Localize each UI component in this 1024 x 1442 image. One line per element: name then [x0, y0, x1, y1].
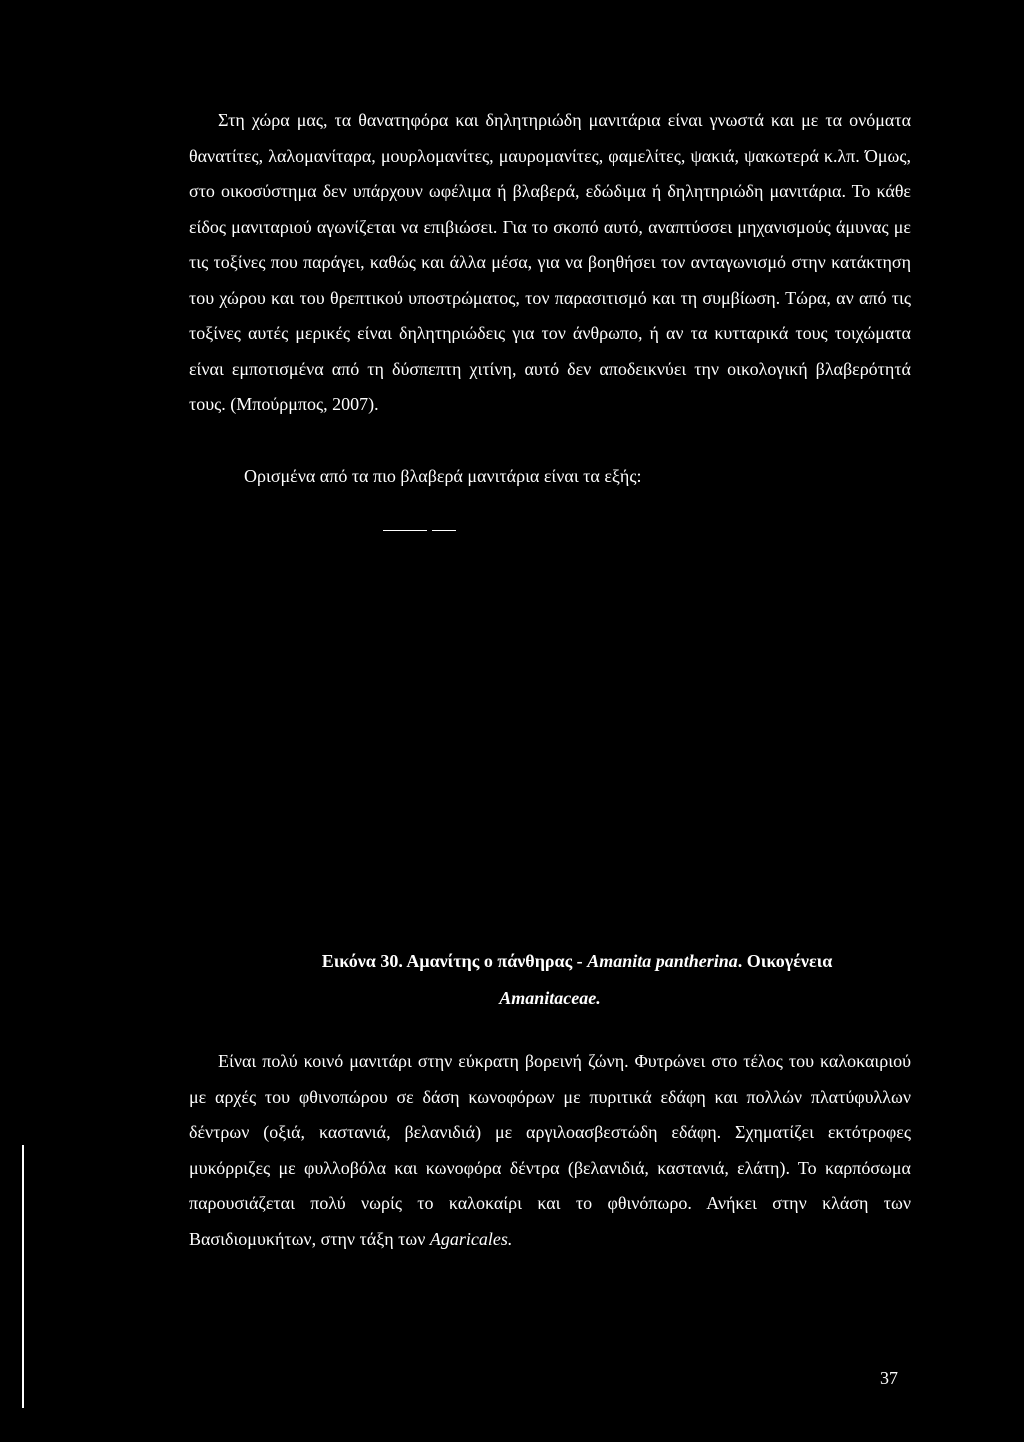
body-paragraph-1: Στη χώρα μας, τα θανατηφόρα και δηλητηριώδη μανιτάρια είναι γνωστά και με τα ονόματα θανατίτες, λαλομανίταρα, μουρλομανίτες, μαυρομανίτες, φαμελίτες, ψακιά, ψακωτερά κ.λπ. Όμως, στο οικοσύστημα δεν υπάρχουν ωφέλιμα ή βλαβερά, εδώδιμα ή δηλητηριώδη μανιτάρια. Το κάθε είδος μανιταριού αγωνίζεται να επιβιώσει. Για το σκοπό αυτό, αναπτύσσει μηχανισμούς άμυνας με τις τοξίνες που παράγει, καθώς και άλλα μέσα, για να βοηθήσει τον ανταγωνισμό στην κατάκτηση του χώρου και του θρεπτικού υποστρώματος, τον παρασιτισμό και τη συμβίωση. Τώρα, αν από τις τοξίνες αυτές μερικές είναι δηλητηριώδεις για τον άνθρωπο, ή αν τα κυτταρικά τους τοιχώματα είναι εμποτισμένα από τη δύσπεπτη χιτίνη, αυτό δεν αποδεικνύει την οικολογική βλαβερότητά τους. (Μπούρμπος, 2007). [189, 110, 911, 414]
separator-dash [383, 530, 427, 531]
body-paragraph-2 [189, 1044, 911, 1257]
list-intro-line: Ορισμένα από τα πιο βλαβερά μανιτάρια είναι τα εξής: [244, 466, 642, 486]
paragraph-2-text: Είναι πολύ κοινό μανιτάρι στην εύκρατη βορεινή ζώνη. Φυτρώνει στο τέλος του καλοκαιριού με αρχές του φθινοπώρου σε δάση κωνοφόρων με πυριτικά εδάφη και πολλών πλατύφυλλων δέντρων (οξιά, καστανιά, βελανιδιά) με αργιλοασβεστώδη εδάφη. Σχηματίζει εκτότροφες μυκόρριζες με φυλλοβόλα και κωνοφόρα δέντρα (βελανιδιά, καστανιά, ελάτη). Το καρπόσωμα παρουσιάζεται πολύ νωρίς το καλοκαίρι και το φθινόπωρο. Ανήκει στην κλάση των Βασιδιομυκήτων, στην τάξη των [189, 1051, 911, 1249]
caption-family: Amanitaceae. [499, 988, 601, 1008]
paragraph-2-order: Agaricales. [429, 1228, 513, 1249]
caption-label: Εικόνα 30. Αμανίτης ο πάνθηρας - [321, 951, 588, 971]
page-number: 37 [880, 1368, 898, 1388]
separator-dash-short [432, 530, 456, 531]
caption-line-1 [189, 943, 911, 980]
caption-family-label: . Οικογένεια [737, 951, 833, 971]
figure-caption [189, 943, 911, 1017]
caption-species: Amanita pantherina [587, 951, 738, 971]
figure-image-area [189, 545, 911, 925]
margin-rule [22, 1145, 24, 1408]
